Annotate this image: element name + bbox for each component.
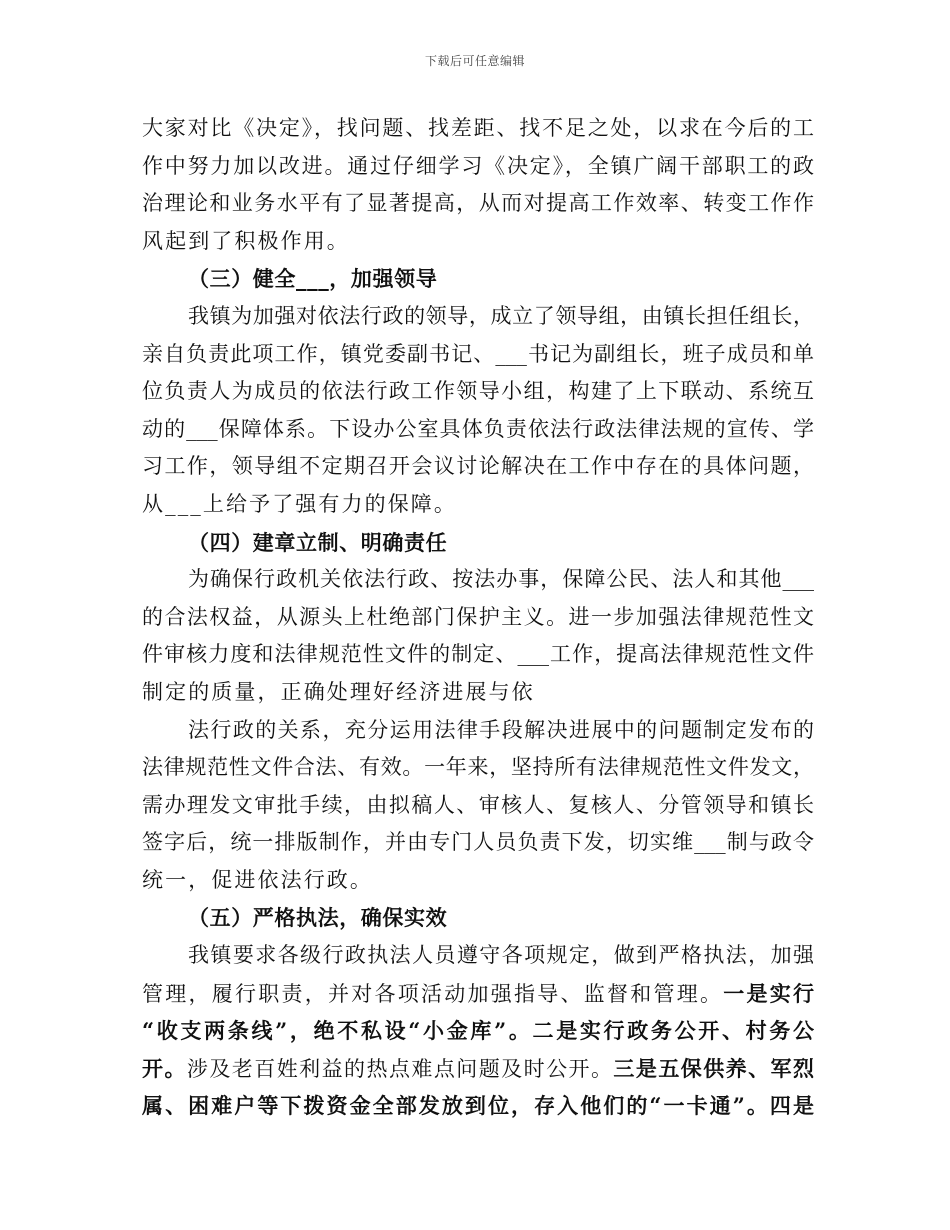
- paragraph-line: 制定的质量，正确处理好经济进展与依: [142, 679, 535, 704]
- paragraph-line: 需办理发文审批手续，由拟稿人、审核人、复核人、分管领导和镇长: [142, 792, 814, 817]
- paragraph-line: 的合法权益，从源头上杜绝部门保护主义。进一步加强法律规范性文: [142, 604, 814, 629]
- bold-text-run: 三是五保供养、军烈: [613, 1055, 815, 1081]
- bold-text-run: 一是实行: [723, 980, 814, 1006]
- paragraph-line: 我镇要求各级行政执法人员遵守各项规定，做到严格执法，加强: [188, 943, 814, 968]
- section-heading-4: （四）建章立制、明确责任: [188, 529, 448, 555]
- paragraph-line-bold: “收支两条线”，绝不私设“小金库”。二是实行政务公开、村务公: [142, 1018, 814, 1044]
- paragraph-line: 签字后，统一排版制作，并由专门人员负责下发，切实维___制与政令: [142, 830, 814, 855]
- paragraph-line: 位负责人为成员的依法行政工作领导小组，构建了上下联动、系统互: [142, 379, 814, 404]
- paragraph-line: 动的___保障体系。下设办公室具体负责依法行政法律法规的宣传、学: [142, 416, 814, 441]
- paragraph-line: 件审核力度和法律规范性文件的制定、___工作，提高法律规范性文件: [142, 642, 814, 667]
- paragraph-line-mixed: [142, 975, 814, 1013]
- paragraph-line: 习工作，领导组不定期召开会议讨论解决在工作中存在的具体问题，: [142, 454, 814, 479]
- section-heading-3: （三）健全___，加强领导: [188, 266, 438, 292]
- page-header-note: 下载后可任意编辑: [424, 54, 525, 68]
- paragraph-line: 作中努力加以改进。通过仔细学习《决定》，全镇广阔干部职工的政: [142, 153, 814, 178]
- paragraph-line: 我镇为加强对依法行政的领导，成立了领导组，由镇长担任组长，: [188, 303, 814, 328]
- plain-text-run: 涉及老百姓利益的热点难点问题及时公开。: [186, 1056, 614, 1081]
- bold-text-run: 开。: [142, 1055, 187, 1081]
- paragraph-line: 从___上给予了强有力的保障。: [142, 491, 457, 516]
- document-body: [142, 110, 814, 1125]
- paragraph-line: 大家对比《决定》，找问题、找差距、找不足之处，以求在今后的工: [142, 116, 814, 140]
- paragraph-line-mixed: [142, 1050, 814, 1088]
- paragraph-line: 亲自负责此项工作，镇党委副书记、___书记为副组长，班子成员和单: [142, 341, 814, 366]
- paragraph-line: 法律规范性文件合法、有效。一年来，坚持所有法律规范性文件发文，: [142, 755, 814, 780]
- paragraph-line: 法行政的关系，充分运用法律手段解决进展中的问题制定发布的: [188, 717, 814, 742]
- paragraph-line-bold: 属、困难户等下拨资金全部发放到位，存入他们的“一卡通”。四是: [142, 1093, 814, 1119]
- paragraph-line: 统一，促进依法行政。: [142, 867, 373, 892]
- paragraph-line: 治理论和业务水平有了显著提高，从而对提高工作效率、转变工作作: [142, 191, 814, 216]
- plain-text-run: 管理，履行职责，并对各项活动加强指导、监督和管理。: [142, 981, 724, 1006]
- section-heading-5: （五）严格执法，确保实效: [188, 905, 448, 931]
- paragraph-line: 为确保行政机关依法行政、按法办事，保障公民、法人和其他___: [188, 567, 814, 592]
- paragraph-line: 风起到了积极作用。: [142, 228, 350, 253]
